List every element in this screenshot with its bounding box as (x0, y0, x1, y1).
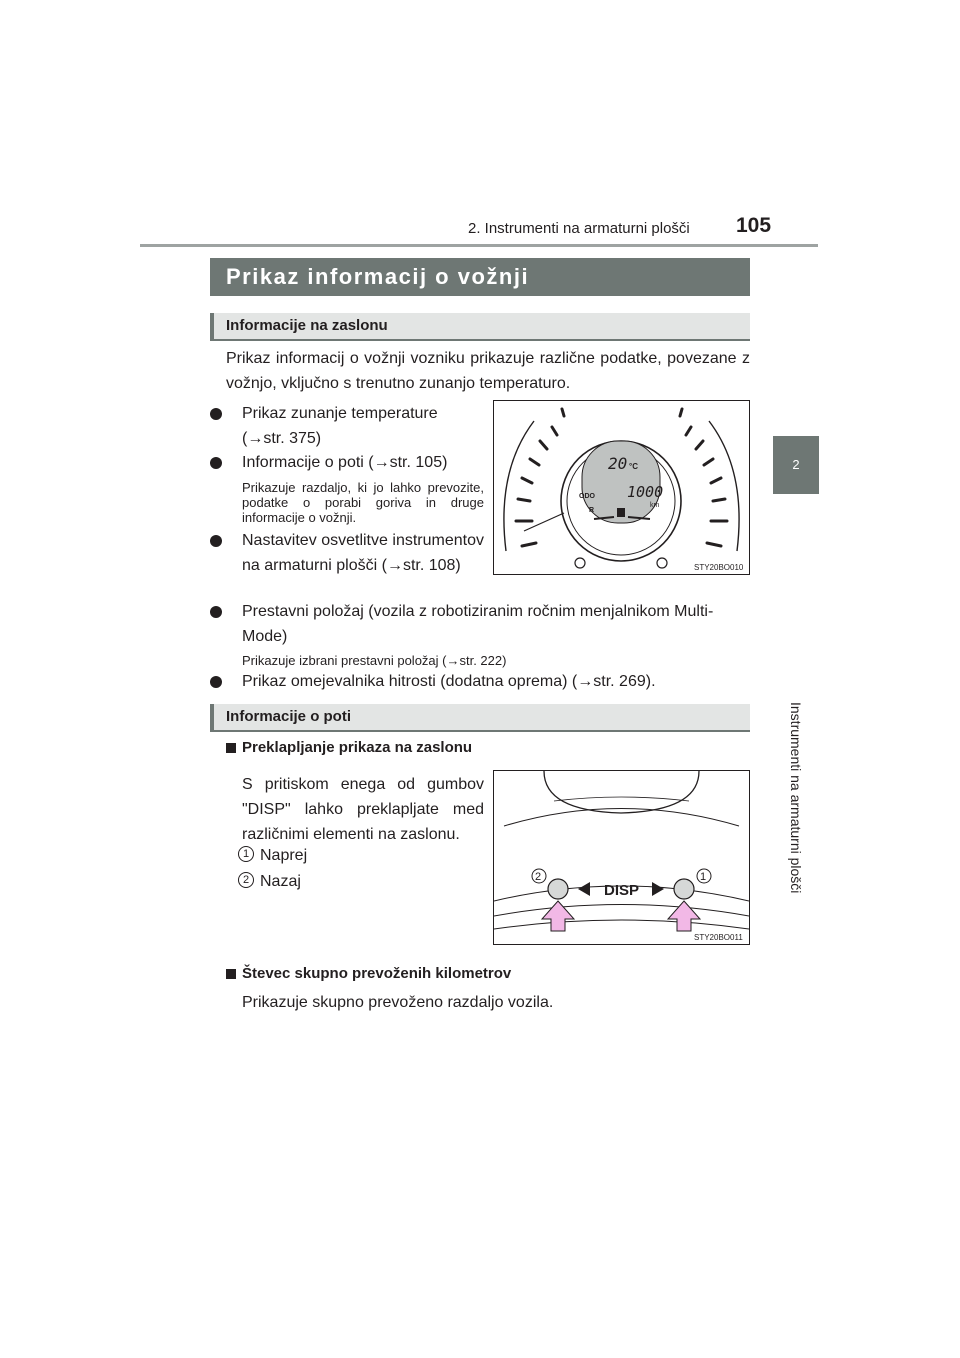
disp-forward-button (674, 879, 694, 899)
step-number: 1 (238, 846, 254, 862)
arrow-left-icon (578, 882, 590, 896)
text-odometer: Prikazuje skupno prevoženo razdaljo vozila. (242, 994, 554, 1011)
callout-number: 2 (535, 871, 542, 883)
disp-label: DISP (604, 882, 640, 899)
bullet-speed-limiter: Prikaz omejevalnika hitrosti (dodatna oprema) (→str. 269). (242, 673, 656, 690)
note-trip-info: Prikazuje razdaljo, ki jo lahko prevozite, podatke o porabi goriva in druge informacije o vožnji. (242, 480, 484, 525)
right-knob-icon (657, 558, 667, 568)
disp-illustration (494, 771, 749, 944)
subsection-title: Informacije na zaslonu (226, 317, 388, 334)
item-back: Nazaj (260, 873, 301, 890)
arrow-right-icon (652, 882, 664, 896)
figure-disp-buttons (493, 770, 750, 945)
temp-readout: 20 (608, 454, 628, 473)
bullet-trip-info: Informacije o poti (→str. 105) (242, 454, 448, 471)
cluster-illustration (494, 401, 749, 574)
chapter-tab-label: Instrumenti na armaturni plošči (788, 702, 804, 894)
chapter-tab-number: 2 (792, 457, 800, 472)
chapter-title: 2. Instrumenti na armaturni plošči (468, 220, 690, 237)
subsection-title: Informacije o poti (226, 708, 352, 725)
callout-number: 1 (700, 871, 707, 883)
bullet-dot (210, 457, 222, 469)
section-title: Prikaz informacij o vožnji (210, 258, 750, 296)
heading-odometer: Števec skupno prevoženih kilometrov (242, 965, 512, 982)
odo-unit: km (650, 502, 660, 509)
pointer-arrow-icon (668, 901, 700, 931)
bullet-dot (210, 408, 222, 420)
square-bullet (226, 743, 236, 753)
subsection-bar-display-info (210, 313, 750, 341)
left-knob-icon (575, 558, 585, 568)
page-number: 105 (736, 214, 772, 237)
intro-paragraph: Prikaz informacij o vožnji vozniku prikazuje različne podatke, povezane z vožnjo, vključno s trenutno zunanjo temperaturo. (226, 350, 750, 392)
subsection-accent (210, 704, 214, 730)
square-bullet (226, 969, 236, 979)
bullet-dot (210, 535, 222, 547)
item-forward: Naprej (260, 847, 308, 864)
odo-label: ODO (579, 493, 595, 500)
figure-code: STY20BO010 (694, 563, 744, 572)
text-switch-display: S pritiskom enega od gumbov "DISP" lahko preklapljate med različnimi elementi na zaslonu. (242, 776, 484, 843)
pointer-arrow-icon (542, 901, 574, 931)
bullet-dot (210, 676, 222, 688)
figure-code: STY20BO011 (694, 933, 743, 942)
fuel-pump-icon (617, 508, 625, 517)
bullet-gear-position: Prestavni položaj (vozila z robotiziranim ročnim menjalnikom Multi-Mode) (242, 603, 714, 645)
bullet-illumination: Nastavitev osvetlitve instrumentov na armaturni plošči (→str. 108) (242, 532, 484, 574)
step-number: 2 (238, 872, 254, 888)
temp-unit: °C (629, 462, 638, 471)
reverse-label: R (589, 507, 595, 514)
subsection-accent (210, 313, 214, 339)
subsection-bar-trip-info (210, 704, 750, 732)
note-gear-position: Prikazuje izbrani prestavni položaj (→str. 222) (242, 653, 507, 668)
bullet-outside-temp: Prikaz zunanje temperature (→str. 375) (242, 405, 438, 447)
bullet-dot (210, 606, 222, 618)
figure-instrument-cluster (493, 400, 750, 575)
odo-readout: 1000 (627, 483, 664, 501)
header-divider (140, 244, 818, 247)
heading-switch-display: Preklapljanje prikaza na zaslonu (242, 739, 473, 756)
disp-back-button (548, 879, 568, 899)
chapter-tab (773, 436, 819, 494)
